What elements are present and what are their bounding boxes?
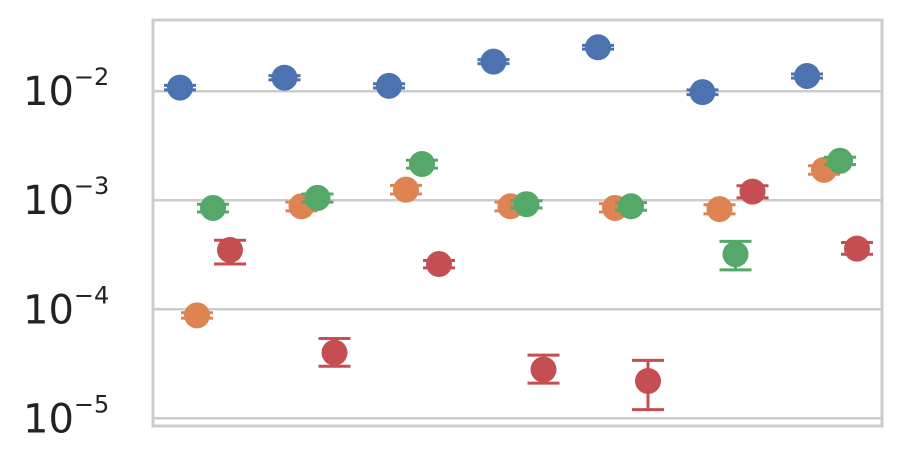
point-s3-5 [618,193,644,219]
point-s2-6 [707,196,733,222]
point-s2-3 [393,177,419,203]
point-s1-2 [272,65,298,91]
y-tick-base-2: 10 [23,178,74,225]
y-tick-label-3 [23,63,109,115]
point-s3-1 [200,195,226,221]
point-s3-4 [514,191,540,217]
point-s3-6 [723,241,749,267]
y-tick-exp-1: −4 [73,281,110,310]
y-axis-ticks [23,63,109,442]
y-tick-label-1 [23,281,109,333]
point-s3-3 [409,151,435,177]
point-s1-5 [585,34,611,60]
point-s3-2 [305,185,331,211]
y-tick-exp-2: −3 [73,172,110,201]
y-tick-label-2 [23,172,109,224]
point-s4-3 [426,251,452,277]
y-tick-exp-0: −5 [73,390,110,419]
point-s4-5 [635,368,661,394]
y-tick-exp-3: −2 [73,63,110,92]
y-tick-label-0 [23,390,109,442]
grid-layer [153,91,882,418]
series-4 [214,179,873,410]
y-tick-base-1: 10 [23,287,74,334]
point-s4-2 [322,340,348,366]
point-s2-1 [184,302,210,328]
y-tick-base-0: 10 [23,396,74,443]
point-s1-7 [794,63,820,89]
point-s1-6 [690,79,716,105]
point-s4-4 [531,357,557,383]
point-s1-4 [481,49,507,75]
y-tick-base-3: 10 [23,69,74,116]
plot-frame [153,20,882,426]
series-1 [164,34,823,105]
point-s4-7 [844,236,870,262]
point-s4-6 [740,179,766,205]
point-s1-3 [376,73,402,99]
plot-border [153,20,882,426]
point-s3-7 [827,148,853,174]
point-s1-1 [167,75,193,101]
point-s4-1 [217,237,243,263]
